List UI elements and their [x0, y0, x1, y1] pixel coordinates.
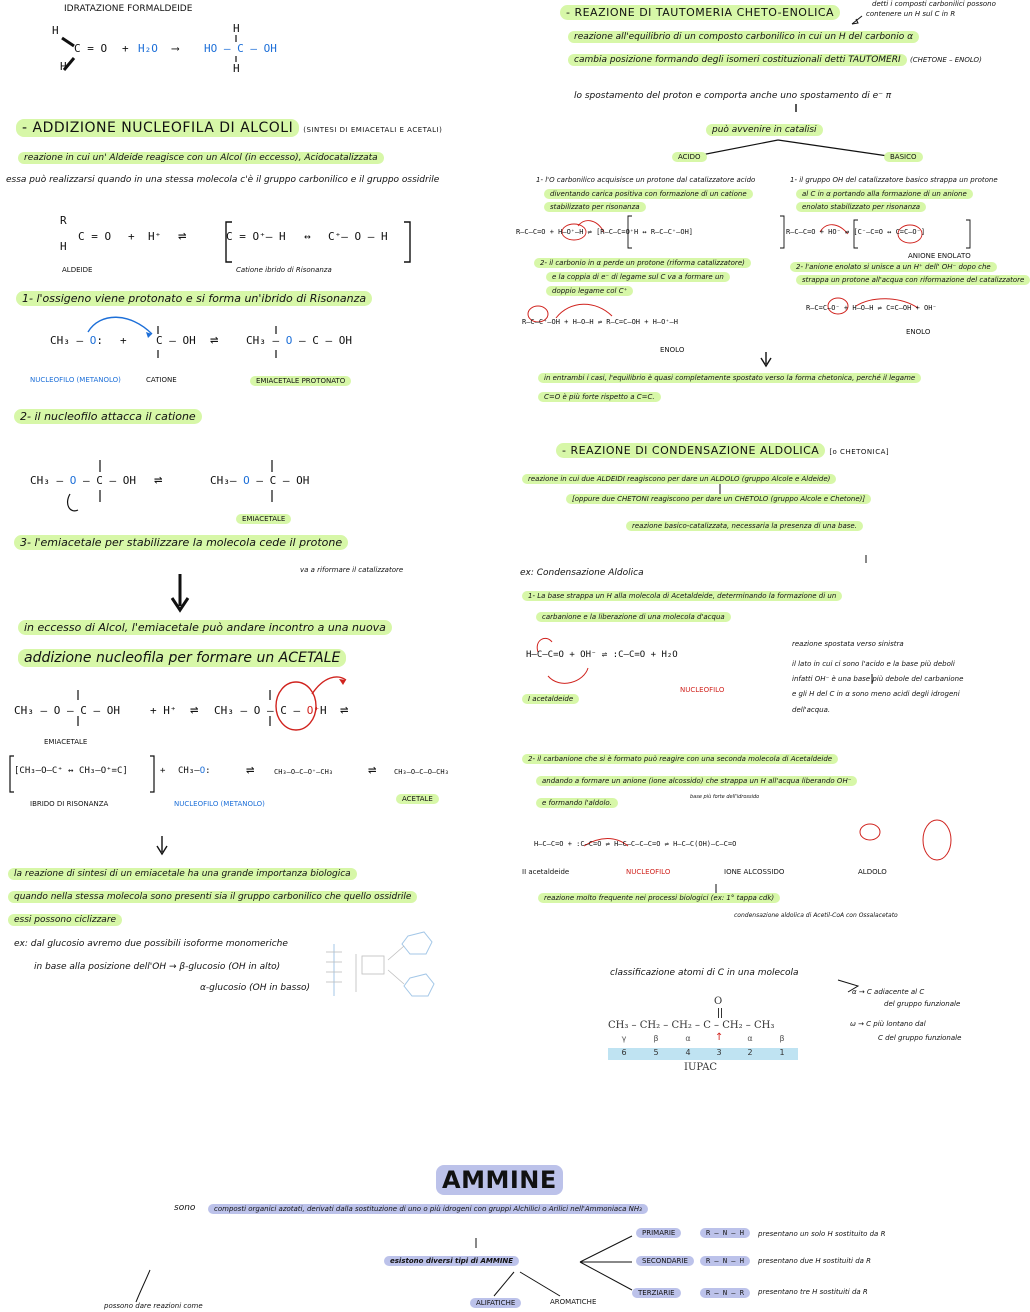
- addizione-title: - ADDIZIONE NUCLEOFILA DI ALCOLI (SINTESI DI EMIACETALI E ACETALI): [16, 120, 442, 136]
- ammine-desc: composti organici azotati, derivati dalla sostituzione di uno o più idrogeni con gruppi Alchilici o Arilici nell'Ammoniaca NH₃: [208, 1204, 648, 1214]
- addizione-desc-1: reazione in cui un' Aldeide reagisce con un Alcol (in eccesso), Acidocatalizzata: [18, 152, 384, 164]
- greek-letter: α: [747, 1034, 753, 1043]
- eccesso-line-1: in eccesso di Alcol, l'emiacetale può andare incontro a una nuova: [18, 620, 392, 635]
- carbon-number: 1: [779, 1048, 785, 1057]
- acetale-struct: CH₃–O–C–O–CH₃: [394, 768, 449, 776]
- anione-enolato-label: ANIONE ENOLATO: [908, 252, 971, 260]
- conclusione-2: C=O è più forte rispetto a C=C.: [538, 392, 661, 402]
- sintesi-line-1: la reazione di sintesi di un emiacetale ha una grande importanza biologica: [8, 868, 357, 880]
- step-3: 3- l'emiacetale per stabilizzare la molecola cede il protone: [14, 535, 348, 550]
- iupac-figure: [608, 996, 798, 1076]
- carbon-number: 3: [716, 1048, 722, 1057]
- acido-step-1a: 1- l'O carbonilico acquisisce un protone dal catalizzatore acido: [536, 176, 756, 184]
- iupac-number-bar: [608, 1048, 798, 1060]
- aldol-title: - REAZIONE DI CONDENSAZIONE ALDOLICA [o CHETONICA]: [556, 444, 889, 457]
- chem-h: H: [233, 22, 240, 35]
- secondarie-formula: R – N – H: [700, 1256, 750, 1266]
- branch-basico: [778, 140, 888, 156]
- acido-step-1b: diventando carica positiva con formazione di un catione: [544, 189, 753, 199]
- ex-step-1b: carbanione e la liberazione di una molecola d'acqua: [536, 612, 731, 622]
- acido-step-2a: 2- il carbonio in α perde un protone (riforma catalizzatore): [534, 258, 751, 268]
- idratazione-title: IDRATAZIONE FORMALDEIDE: [64, 4, 193, 14]
- equilibrium-arrow: ⇌: [190, 702, 199, 718]
- red-up-arrow-icon: ↑: [715, 1032, 724, 1043]
- greek-letter: β: [653, 1034, 659, 1043]
- aldeide-label: ALDEIDE: [62, 266, 93, 274]
- terziarie-desc: presentano tre H sostituiti da R: [758, 1288, 868, 1296]
- bracket-left: [226, 222, 232, 262]
- acetaldeide-struct: H–C–C=O + OH⁻ ⇌ :C–C=O + H₂O: [526, 650, 678, 660]
- greek-letter: [704, 1034, 734, 1043]
- side-note-3: infatti OH⁻ è una base più debole del carbanione: [792, 675, 964, 683]
- ex-step-2c: e formando l'aldolo.: [536, 798, 618, 808]
- processi-note: condensazione aldolica di Acetil-CoA con Ossalacetato: [734, 912, 898, 919]
- chem-h: H: [60, 60, 67, 73]
- carbon-number: 2: [747, 1048, 753, 1057]
- ammine-sono: sono: [174, 1203, 196, 1213]
- tauto-desc-1: reazione all'equilibrio di un composto carbonilico in cui un H del carbonio α: [568, 31, 919, 43]
- emiacetale-struct: CH₃ – O – C – OH: [14, 704, 120, 717]
- aldeide-carbonyl: C = O: [78, 230, 112, 243]
- ex-title: ex: Condensazione Aldolica: [520, 568, 644, 578]
- chem-h: H: [52, 24, 59, 37]
- ibrido-label: IBRIDO DI RISONANZA: [30, 800, 109, 808]
- glucosio-line-1: ex: dal glucosio avremo due possibili isoforme monomeriche: [14, 939, 288, 949]
- cation-form-2: C⁺– O – H: [328, 230, 388, 243]
- spostamento-line: lo spostamento del proton e comporta anche uno spostamento di e⁻ π: [574, 91, 892, 101]
- aldol-step1: [537, 638, 588, 683]
- acetaldeide-1-label: I acetaldeide: [522, 694, 579, 704]
- ammine-title: AMMINE: [436, 1166, 563, 1194]
- hydrate-product: HO – C – OH: [204, 42, 277, 55]
- aldol-desc-2: [oppure due CHETONI reagiscono per dare un CHETOLO (gruppo Alcole e Chetone)]: [566, 494, 871, 504]
- h-plus: H⁺: [148, 230, 162, 243]
- protonated-emiacetale: CH₃ – O – C – O⁺H: [214, 704, 327, 717]
- terziarie-formula: R – N – R: [700, 1288, 750, 1298]
- alifatiche-label: ALIFATICHE: [470, 1298, 521, 1308]
- glucosio-line-3: α-glucosio (OH in basso): [200, 983, 311, 993]
- sintesi-line-3: essi possono ciclizzare: [8, 914, 122, 926]
- iupac-formula: CH₃ – CH₂ – CH₂ – C – CH₂ – CH₃: [608, 1020, 775, 1031]
- ex-step-2b: andando a formare un anione (ione alcossido) che strappa un H all'acqua liberando OH⁻: [536, 776, 857, 786]
- step-3-note: va a riformare il catalizzatore: [300, 566, 404, 574]
- carbonyl-o: O: [714, 996, 723, 1007]
- secondarie-label: SECONDARIE: [636, 1256, 694, 1266]
- equilibrium-arrow: ⇌: [154, 472, 163, 488]
- emiacetale-protonato: CH₃ – O – C – OH: [246, 334, 352, 347]
- aldol-desc-3: reazione basico-catalizzata, necessaria la presenza di una base.: [626, 521, 863, 531]
- greek-letter: β: [779, 1034, 785, 1043]
- enolo-label-2: ENOLO: [906, 328, 931, 336]
- emiacetale-protonato-struct: CH₃ – O – C – OH: [30, 474, 136, 487]
- processi-line: reazione molto frequente nei processi biologici (ex: 1° tappa cdk): [538, 893, 780, 903]
- iupac-label: IUPAC: [684, 1062, 718, 1073]
- classificazione-title: classificazione atomi di C in una molecola: [610, 968, 799, 978]
- nucleofilo-label: NUCLEOFILO: [680, 686, 725, 694]
- basico-step-2a: 2- l'anione enolato si unisce a un H⁺ dell' OH⁻ dopo che: [790, 262, 997, 272]
- attack-arrow: [88, 317, 152, 334]
- side-note-4: e gli H del C in α sono meno acidi degli idrogeni: [792, 690, 960, 698]
- enol-base-struct: R–C=C–O⁻ + H–O–H ⇌ C=C–OH + OH⁻: [806, 304, 937, 312]
- tauto-side-note-2: contenere un H sul C in R: [866, 10, 956, 18]
- conclusione-1: in entrambi i casi, l'equilibrio è quasi completamente spostato verso la forma chetonica, perché il legame: [538, 373, 921, 383]
- equilibrium-arrow: ⇌: [368, 762, 377, 778]
- greek-letter: γ: [621, 1034, 627, 1043]
- carbon-number: 4: [685, 1048, 691, 1057]
- methanol-2: CH₃–O:: [178, 766, 211, 776]
- basico-label: BASICO: [884, 152, 923, 162]
- aldol-mech-struct: H–C–C=O + :C–C=O ⇌ H–C–C–C–C=O ⇌ H–C–C(OH)–C–C=O: [534, 840, 737, 848]
- acido-step-1c: stabilizzato per risonanza: [544, 202, 646, 212]
- branch-acido: [696, 140, 778, 156]
- acid-mech-struct: R–C–C=O + H–O⁺–H ⇌ [R–C–C=O⁺H ↔ R–C–C⁺–OH]: [516, 228, 694, 236]
- bracket-right: [404, 222, 410, 262]
- emiacetale-label: EMIACETALE: [236, 514, 291, 524]
- h-plus: + H⁺: [150, 704, 177, 717]
- ammine-bottom: possono dare reazioni come: [104, 1302, 203, 1310]
- tauto-side-note-1: detti i composti carbonilici possono: [872, 0, 996, 8]
- side-note-1: reazione spostata verso sinistra: [792, 640, 904, 648]
- aldolo-label: ALDOLO: [858, 868, 887, 876]
- acido-step-2b: e la coppia di e⁻ di legame sul C va a formare un: [546, 272, 730, 282]
- plus-sign: +: [120, 334, 127, 347]
- ex-step-1a: 1- La base strappa un H alla molecola di Acetaldeide, determinando la formazione di un: [522, 591, 842, 601]
- base-mech-struct: R–C–C=O + HO⁻ ⇌ [C⁻–C=O ↔ C=C–O⁻]: [786, 228, 926, 236]
- acido-label: ACIDO: [672, 152, 707, 162]
- ione-alcossido-label: IONE ALCOSSIDO: [724, 868, 785, 876]
- glucosio-line-2: in base alla posizione dell'OH → β-glucosio (OH in alto): [34, 962, 281, 972]
- acetale-label: ACETALE: [396, 794, 439, 804]
- equilibrium-arrow: ⇌: [246, 762, 255, 778]
- tauto-desc-2: cambia posizione formando degli isomeri costituzionali detti TAUTOMERI: [568, 54, 907, 66]
- emiacetale-small-label: EMIACETALE: [44, 738, 88, 746]
- equilibrium-arrow: ⇌: [340, 702, 349, 718]
- chem-h: H: [233, 62, 240, 75]
- catione-ibrido-label: Catione ibrido di Risonanza: [236, 266, 332, 274]
- omega-note-2: C del gruppo funzionale: [878, 1034, 962, 1042]
- sintesi-line-2: quando nella stessa molecola sono presenti sia il gruppo carbonilico che quello ossidrile: [8, 891, 417, 903]
- plus-sign: +: [160, 766, 166, 776]
- wedge-bond: [64, 58, 74, 70]
- plus-sign: +: [128, 230, 135, 243]
- equilibrium-arrow: ⇌: [210, 332, 219, 348]
- addizione-desc-2: essa può realizzarsi quando in una stessa molecola c'è il gruppo carbonilico e il gruppo ossidrile: [6, 175, 440, 185]
- glucose-figure: [326, 932, 434, 996]
- emiacetale-struct: CH₃– O – C – OH: [210, 474, 310, 487]
- cation-form-1: C = O⁺– H: [226, 230, 286, 243]
- acetale-protonato: CH₃–O–C–O⁺–CH₃: [274, 768, 334, 776]
- tautomeria-title: - REAZIONE DI TAUTOMERIA CHETO-ENOLICA: [560, 5, 840, 20]
- ammine-tipi: esistono diversi tipi di AMMINE: [384, 1256, 519, 1266]
- chem-h: H: [60, 240, 67, 253]
- step-1: 1- l'ossigeno viene protonato e si forma un'ibrido di Risonanza: [16, 291, 372, 306]
- primarie-formula: R – N – H: [700, 1228, 750, 1238]
- eccesso-line-2: addizione nucleofila per formare un ACETALE: [18, 649, 346, 667]
- basico-step-1a: 1- il gruppo OH del catalizzatore basico strappa un protone: [790, 176, 998, 184]
- basico-step-1b: al C in α portando alla formazione di un anione: [796, 189, 973, 199]
- formaldeide-carbonyl: C = O: [74, 42, 108, 55]
- equilibrium-arrow: ⇌: [178, 228, 187, 244]
- side-note-2: il lato in cui ci sono l'acido e la base più deboli: [792, 660, 955, 668]
- chem-r: R: [60, 214, 67, 227]
- catalisi-label: può avvenire in catalisi: [706, 124, 823, 136]
- greek-letter: α: [685, 1034, 691, 1043]
- nucleofilo-label: NUCLEOFILO (METANOLO): [30, 376, 121, 384]
- step-2: 2- il nucleofilo attacca il catione: [14, 409, 202, 424]
- acido-step-2c: doppio legame col C⁺: [546, 286, 633, 296]
- wedge-bond: [62, 38, 74, 46]
- reaction-arrow: ⟶: [172, 42, 179, 55]
- enolo-label: ENOLO: [660, 346, 685, 354]
- enol-acid-struct: R–C–C⁺–OH + H–O–H ⇌ R–C=C–OH + H–O⁺–H: [522, 318, 678, 326]
- cation: C – OH: [156, 334, 196, 347]
- water: H₂O: [138, 42, 158, 55]
- red-circle: [276, 682, 316, 730]
- ibrido-struct: [CH₃–O–C⁺ ↔ CH₃–O⁺=C]: [14, 766, 128, 776]
- primarie-label: PRIMARIE: [636, 1228, 681, 1238]
- acetaldeide-2-label: II acetaldeide: [522, 868, 570, 876]
- emiacetale-protonato-label: EMIACETALE PROTONATO: [250, 376, 351, 386]
- omega-note-1: ω → C più lontano dal: [850, 1020, 926, 1028]
- primarie-desc: presentano un solo H sostituito da R: [758, 1230, 886, 1238]
- aromatiche-label: AROMATICHE: [550, 1298, 597, 1306]
- ex-step-2b-note: base più forte dell'idrossido: [690, 794, 760, 800]
- aldol-desc-1: reazione in cui due ALDEIDI reagiscono per dare un ALDOLO (gruppo Alcole e Aldeide): [522, 474, 836, 484]
- basico-step-2b: strappa un protone all'acqua con riformazione del catalizzatore: [796, 275, 1030, 285]
- tauto-desc-2b: (CHETONE – ENOLO): [910, 56, 982, 64]
- resonance-arrow: ↔: [304, 230, 311, 243]
- carbon-number: 6: [621, 1048, 627, 1057]
- basico-step-1c: enolato stabilizzato per risonanza: [796, 202, 926, 212]
- greek-row: [608, 1034, 798, 1043]
- nucleofilo-2-label: NUCLEOFILO: [626, 868, 671, 876]
- alpha-note-2: del gruppo funzionale: [884, 1000, 961, 1008]
- plus-sign: +: [122, 42, 129, 55]
- double-bond: [718, 1008, 719, 1018]
- double-bond: [721, 1008, 722, 1018]
- secondarie-desc: presentano due H sostituiti da R: [758, 1257, 872, 1265]
- alpha-note-1: α → C adiacente al C: [852, 988, 925, 996]
- carbon-number: 5: [653, 1048, 659, 1057]
- ex-step-2a: 2- il carbanione che si è formato può reagire con una seconda molecola di Acetaldeide: [522, 754, 838, 764]
- methanol: CH₃ – O:: [50, 334, 103, 347]
- side-note-5: dell'acqua.: [792, 706, 831, 714]
- nucleofilo2-label: NUCLEOFILO (METANOLO): [174, 800, 265, 808]
- catione-label: CATIONE: [146, 376, 177, 384]
- terziarie-label: TERZIARIE: [632, 1288, 681, 1298]
